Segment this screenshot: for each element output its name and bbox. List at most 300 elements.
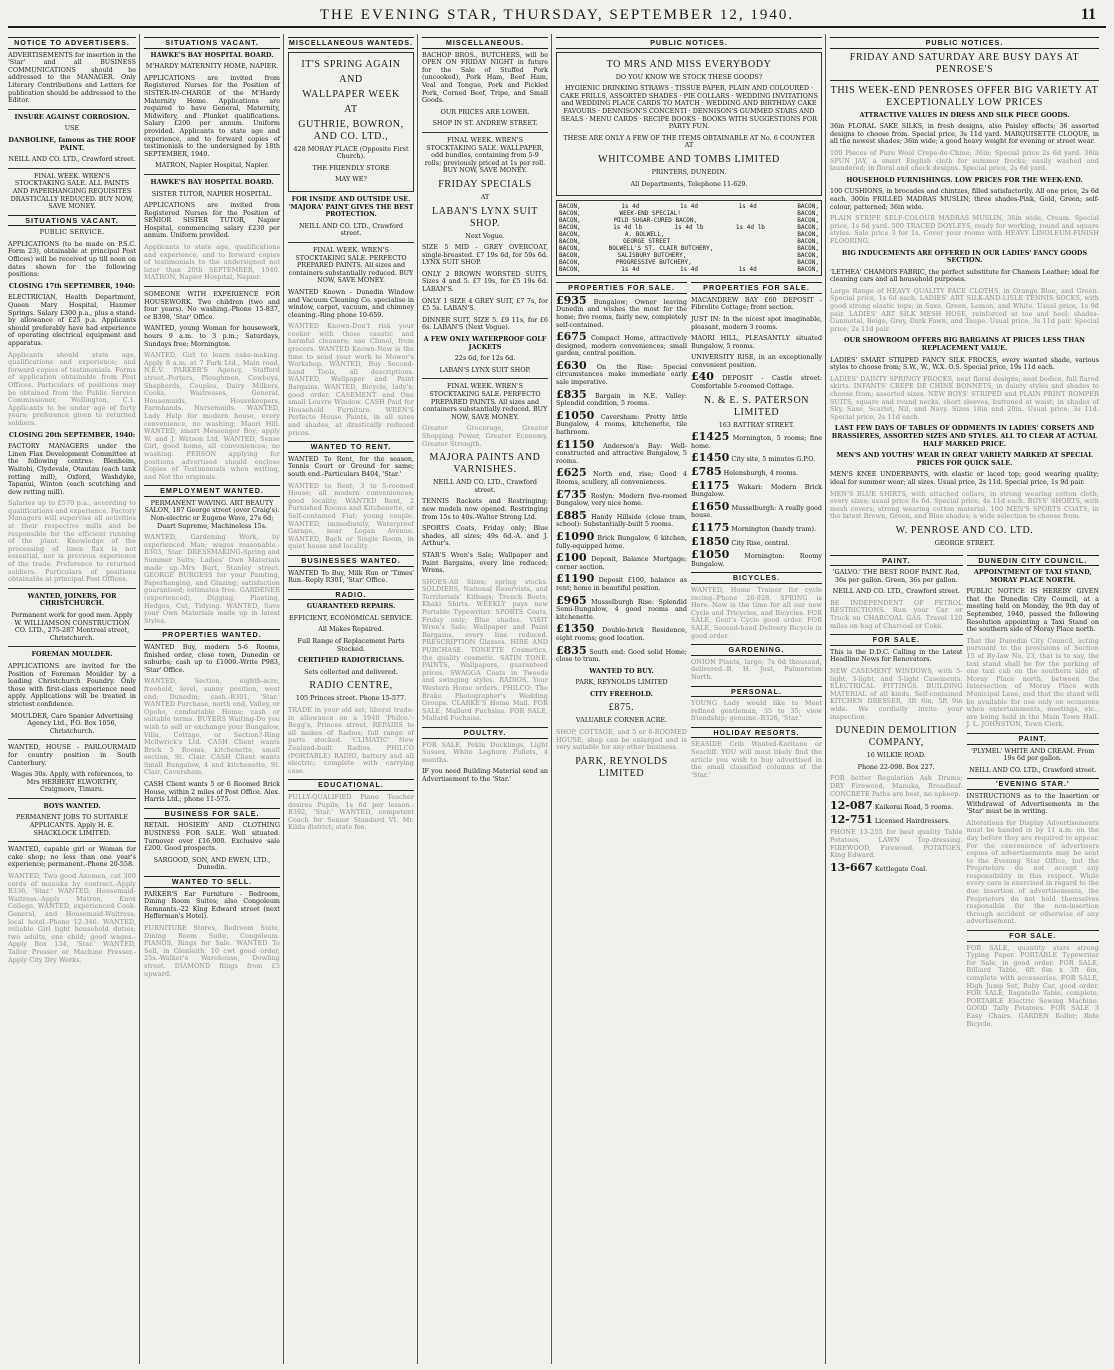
bacon-cell: BACON, — [797, 231, 819, 239]
filler-text: WANTED, Gardening Work, by experienced Man; wages reasonable.-B303, 'Star.' DRESSMAKING-Spring and Summer Suits; Ladies' Own Materials made up.-Mrs Burt, Stanley street. GEORGE BURGESS for your Painting, Paperhanging, and Glazing; satisfaction guaranteed; estimates free. GARDENER (experienced), Digging, Planting, Hedges, Cut, Tidying. WANTED, Save your Own Materials made up in latest Styles. — [144, 533, 280, 625]
filler-text: WANTED, Section, eighth-acre, freehold, level, sunny position, west end; Dunedin; cash.-B301, 'Star.' WANTED Purchase, north end, Valley, or Opoho, comfortable Home; cash or suitable terms. BUYERS Waiting-Do you wish to sell or exchange your Bungalow, Villa, Cottage, or Section?-Ring Mcllwrick's Ltd. CASH Client wants Brick 5 Rooms, kitchenette, small section, St. Clair. CASH Client wants Small Bungalow, 4 and kitchenette, St. Clair, Caversham. — [144, 677, 280, 777]
bacon-cell: 1s 4d lb — [735, 224, 765, 232]
next-door: Next Vogue. — [465, 231, 505, 240]
penrose-banner: FRIDAY AND SATURDAY ARE BUSY DAYS AT PENROSE'S — [849, 51, 1080, 75]
bacon-row — [559, 245, 819, 252]
just-in-ad: JUST IN: In the nicest spot imaginable, pleasant, modern 3 rooms. — [691, 314, 822, 331]
column-1 — [8, 34, 140, 1364]
p675-ad — [556, 330, 687, 358]
penrose-weekend: THIS WEEK-END PENROSES OFFER BIG VARIETY AT EXCEPTIONALLY LOW PRICES — [830, 84, 1099, 108]
properties-split — [556, 279, 822, 783]
retail-ad: RETAIL HOSIERY AND CLOTHING BUSINESS FOR SALE. Well situated. Turnover over £16,000. Exclusive sale £200. Good prospects. — [144, 821, 280, 853]
bacon-row — [559, 203, 819, 210]
majora-heading: MAJORA PAINTS AND VARNISHES. — [429, 452, 541, 476]
bacon-row — [559, 224, 819, 231]
p12751-ad — [830, 812, 963, 826]
p1190-ad — [556, 572, 687, 592]
p885-ad — [556, 508, 687, 529]
p835-ad — [556, 387, 687, 408]
shop-line: SHOP IN ST. ANDREW STREET. — [432, 119, 538, 128]
penrose-address: GEORGE STREET. — [934, 538, 995, 547]
bacon-row — [559, 210, 819, 217]
divider — [8, 798, 136, 799]
desc: North end, rise; Good 4 Rooms, scullery, all conveniences. — [556, 470, 687, 486]
bacon-cell: 1s 4d — [738, 266, 757, 274]
desc: City site, 5 minutes G.P.O. — [731, 455, 816, 464]
penrose-name: W. PENROSE AND CO. LTD. — [895, 524, 1034, 536]
galvo-ad: 'GALVO.' THE BEST ROOF PAINT. Red, 36s per gallon. Green, 36s per gallon. — [832, 568, 960, 584]
desc: Mornington: Roomy Bungalow. — [691, 552, 822, 568]
mens-body: MEN'S KNEE UNDERPANTS, with elastic or laced top; good wearing quality; ideal for summer wear; all sizes. Usual price, 2s 11d. Special price, 1s 9d pair. — [830, 470, 1099, 486]
radio-line-2: EFFICIENT, ECONOMICAL SERVICE. — [289, 613, 413, 622]
wanted-to-buy: WANTED TO BUY. — [589, 666, 654, 675]
radio-line-4: Full Range of Replacement Parts Stocked. — [297, 637, 405, 653]
desc: Kettlegate Coal. — [874, 864, 928, 873]
filler-text: FULLY-QUALIFIED Piano Teacher desires Pupils; 1s 6d per lesson.-B392, 'Star.' WANTED, competent Coach for Senior Standard VI. Mr. Kilda district; state fee. — [288, 792, 414, 832]
price: £630 — [556, 358, 587, 372]
price: £1175 — [691, 521, 730, 534]
filler-text: WANTED, Girl to learn cake-making. Apply 8 a.m. at 7 Park Ltd., Main road, N.E.V. PARKER'S Agency, Stafford street.-Porters, Ploughmen, Cowboys, Shepherds, Couples, Dairy Milkers, Cooks, Waitresses, General, Housemaids, Housekeepers, Farmhands, Nursemaids. WANTED, Lady Help for modern house, every convenience, no washing; Maori Hill. WANTED, smart Messenger Boy; apply W. and J. Watson Ltd. WANTED, Sense Girl, good home, all conveniences; no washing. PERSON applying for positions advertised should enclose Copies of Testimonials when writing, and Not the originals. — [144, 351, 280, 481]
labans-heading: LABAN'S LYNX SUIT SHOP. — [431, 205, 538, 229]
filler-text: SHOP, COTTAGE, and 5 or 6-ROOMED HOUSE; shop can be enlarged and is very suitable for any other business. — [556, 728, 687, 752]
misc-heading: MISCELLANEOUS. — [422, 37, 548, 49]
radio-line-8: 105 Princes street. Phone 15-577. — [295, 694, 407, 703]
wanted-rent-heading: WANTED TO RENT. — [288, 441, 414, 453]
price: £1425 — [691, 430, 730, 444]
whitcombe-obtainable: THESE ARE ONLY A FEW OF THE ITEMS OBTAINABLE AT No. 6 COUNTER AT — [563, 133, 815, 150]
showroom-heading: OUR SHOWROOM OFFERS BIG BARGAINS AT PRICES LESS THAN REPLACEMENT VALUE. — [843, 336, 1086, 353]
divider — [830, 80, 1099, 81]
desc: Musselburgh: A really good house. — [691, 503, 822, 520]
business-sale-heading: BUSINESS FOR SALE. — [144, 808, 280, 820]
bacon-cell: 1s 4d lb — [613, 224, 643, 232]
col6-left — [830, 552, 963, 1033]
filler-text: That the Dunedin City Council, acting pursuant to the provisions of Section 15 of By-law No. 23, that is to say, the taxi stand shall be for the parking of one taxi cab on the southern side of Moray Place north, between the Intersection of Moray Place with Municipal Lane, and that the stand will be available for use only on occasions when entertainments, meetings, etc., are being held in the Main Town Hall. J. L. JOHNSTON, Town Clerk. — [966, 636, 1099, 729]
col6-split — [830, 552, 1099, 1033]
masthead — [8, 4, 1106, 28]
boys-body: PERMANENT JOBS TO SUITABLE APPLICANTS. Apply H. E. SHACKLOCK LIMITED. — [16, 813, 128, 837]
desc: Bungalow; Owner leaving Dunedin and wishes the most for the home; five rooms, fairly new, completely self-contained. — [556, 297, 687, 329]
p875-price: £875. — [608, 702, 635, 714]
bacon-cell: BACON, — [797, 238, 819, 246]
desc: Helensburgh, 4 rooms. — [723, 469, 798, 478]
p1350-ad — [556, 622, 687, 642]
filler-text: PHONE 13-255 for best quality Table Potatoes. LAWN Top-dressing. FIREWOOD, Firewood. POTATOES, King Edward. — [830, 828, 963, 860]
spring-line-2: AND — [339, 73, 363, 85]
dcc-for-sale: This is the D.D.C. Calling in the Latest Headline News for Renovators. — [830, 647, 963, 664]
hawkes-bay-sub: M'HARDY MATERNITY HOME, NAPIER. — [145, 62, 279, 71]
neill-address: NEILL AND CO. LTD., Crawford street. — [8, 155, 136, 164]
price: £1150 — [556, 437, 595, 451]
price: £785 — [691, 465, 722, 479]
divider — [8, 841, 136, 842]
filler-text: Applicants should state age, qualifications and experience; and forward copies of testimonials. Forms of application obtainable from Post Offices. Particulars of positions may be obtained from the Public Service Commissioner, Wellington, C.1. Applicants to be under age of forty years; preference given to returned soldiers. — [8, 350, 136, 427]
spring-line-1: IT'S SPRING AGAIN — [301, 58, 401, 70]
page-number: 11 — [1080, 6, 1096, 23]
desc: Deposit, Balance Mortgage; corner section. — [556, 555, 687, 571]
hawkes-bay-heading-2: HAWKE'S BAY HOSPITAL BOARD. — [150, 177, 274, 186]
bacon-row — [559, 259, 819, 266]
whitcombe-question: DO YOU KNOW WE STOCK THESE GOODS? — [615, 72, 763, 81]
golf-ad: A FEW ONLY WATERPROOF GOLF JACKETS — [423, 335, 547, 351]
price: £835 — [556, 387, 587, 401]
bargains-heading: BIG INDUCEMENTS ARE OFFERED IN OUR LADIES' FANCY GOODS SECTION. — [841, 248, 1088, 265]
dress-body: 36in FLORAL SAKE SILKS, in fresh designs, also Paisley effects; 36 assorted designs to choose from. Special price, 3s 11d yard. MARQUISETTE CLOQUE, in all the newest shades; 36in wide; a good heavy weight for evening or street wear. — [830, 122, 1099, 146]
price: £1450 — [691, 451, 730, 465]
wanted-young-ad: WANTED, young Woman for housework, hours 9 a.m. to 3 p.m.; Saturdays, Sundays free; Mornington. — [144, 324, 280, 348]
price: £675 — [556, 330, 587, 344]
filler-text: SEASIDE Crib Wanted-Karitane or Seacliff. YOU will most likely find the article you wish to buy advertised in the small classified columns of the 'Star.' — [691, 740, 822, 779]
last-few-heading: LAST FEW DAYS OF TABLES OF ODDMENTS IN LADIES' CORSETS AND BRASSIERES, ASSORTED SIZES AND STYLES. ALL TO CLEAR AT ACTUAL HALF MARKED PRICE. — [831, 424, 1098, 448]
radio-line-6: Sets collected and delivered. — [304, 667, 398, 676]
column-6 — [830, 34, 1102, 1364]
wrens-ad: FINAL WEEK. WREN'S STOCKTAKING SALE. PERFECTO PREPARED PAINTS. All sizes and containers substantially reduced. BUY NOW, SAVE MONEY. — [288, 245, 414, 285]
bacon-row — [559, 238, 819, 245]
parkers-ad: PARKER'S Ear Furniture - Bedroom, Dining Room Suites; also Congoleum Remnants.-22 King Edward street (next Hefferman's Hotel). — [144, 889, 280, 921]
bacon-cell: GEORGE STREET — [623, 238, 671, 246]
bacon-cell: BACON, — [559, 259, 581, 267]
tennis-ad: TENNIS Rackets and Restringing; new models now opened. Restringing from 15s to 40s.-Walter Strong Ltd. — [422, 497, 548, 521]
friday-specials: FRIDAY SPECIALS — [438, 178, 532, 190]
col6-right — [967, 552, 1100, 1033]
bacon-cell: 1s 4d — [679, 266, 699, 274]
bacon-cell: 1s 4d — [621, 266, 640, 274]
spring-line-8: MAY WE? — [335, 175, 367, 184]
properties-right — [691, 279, 822, 783]
only2-ad: ONLY 2 BROWN WORSTED SUITS, Sizes 4 and 5. £7 19s, for £5 19s 6d. LABAN'S. — [422, 269, 548, 294]
employment-heading: EMPLOYMENT WANTED. — [144, 485, 280, 497]
businesses-wanted-ad: WANTED To Buy, Milk Run or 'Times' Run.-Reply R301, 'Star' Office. — [288, 568, 414, 585]
masthead-title: THE EVENING STAR, THURSDAY, SEPTEMBER 12, 1940. — [319, 6, 795, 23]
desc: Mornington (handy tram). — [731, 525, 816, 533]
bacon-cell: PROGRESSIVE BUTCHERY, — [615, 259, 692, 267]
price: £965 — [556, 593, 587, 607]
bacon-cell: 1s 4d lb — [674, 224, 704, 232]
p1175-ad — [691, 478, 822, 499]
paterson-name: N. & E. S. PATERSON LIMITED — [703, 394, 810, 418]
maori-hill-ad: MAORI HILL, PLEASANTLY situated Bungalow, 5 rooms. — [691, 334, 822, 350]
bacon-cell: SALISBURY BUTCHERY, — [617, 252, 687, 260]
window-cleaning-ad: WANTED Known - Dunedin Window and Vacuum Cleaning Co. specialise in window, carpet, vacuum, and chimney cleaning.-Ring phone 10-659. — [288, 287, 414, 319]
price: £835 — [556, 643, 587, 657]
whitcombe-ad — [556, 52, 822, 197]
price: £935 — [556, 293, 587, 307]
filler-text: WANTED to Rent, 3 to 5-roomed House; all modern conveniences; good locality. WANTED Rent, 2 Furnished Rooms and Kitchenette, or Self-contained Flat; young couple. WANTED, immediately, Waterproof Garage, near Logan Avenue. WANTED, Bach or Single Room, in quiet house and locality. — [288, 481, 414, 551]
filler-text: 100 Pieces of Pure Wool Crepe-de-Chine; 36in; Special price 2s 6d yard. 36in SPUN JAY, a smart English cloth for summer frocks; easily washed and laundered; in floral and check designs. Special price, 2s 6d yard. — [830, 148, 1099, 173]
public-service-heading: PUBLIC SERVICE. — [39, 228, 105, 237]
price: £735 — [556, 487, 587, 501]
desc: Deposit £100, balance as rent; home in beautiful position. — [556, 576, 687, 592]
desc: Caversham: Pretty little Bungalow, 4 rooms, kitchenette, tile bathroom. — [556, 412, 687, 437]
at-label: AT — [480, 192, 490, 201]
wanted-sell-heading: WANTED TO SELL. — [144, 876, 280, 888]
bacon-cell: BACON, — [797, 217, 819, 225]
instructions-ad: INSTRUCTIONS as to the Insertion or Withdrawal of Advertisements in the 'Star' must be in writing. — [966, 791, 1099, 816]
p875-desc: VALUABLE CORNER ACRE. — [575, 716, 668, 725]
filler-text: Large Range of HEAVY QUALITY FACE CLOTHS, in Orange Blue, and Green. Special price, 1s 6d each. LADIES' ART SILK-AND-LISLE TENNIS SOCKS, with good strong elastic tops; in Saxe, Green, Lemon, and White. Usual price, 1s 9d pair. LADIES' ART SILK MESH HOSE, reinforced at toe and heel; shades-Gunmetal, Beige, Grey, Dark Fawn, and Taupe. Usual price, 3s 11d pair. Special price, 2s 11d pair. — [830, 286, 1099, 333]
wanted-rent-ad: WANTED To Rent, for the season, Tennis Court or Ground for same; south end.-Particulars B404, 'Star.' — [288, 454, 414, 478]
desc: Bargain in N.E. Valley: Splendid condition, 5 rooms. — [556, 391, 687, 408]
evening-star-heading: 'EVENING STAR.' — [967, 778, 1100, 790]
factory-ad: FACTORY MANAGERS under the Linen Flax Development Committee at the following centres: Blenheim, Waitohi, Clydevale, Otautau (each tank retting mill), Oxford, Washdyke, Tapanui, Winton (each scutching and dew retting mill). — [8, 442, 136, 496]
props-sale-heading-2: PROPERTIES FOR SALE. — [691, 282, 822, 294]
demolition-address: 16 WILKIE ROAD. — [866, 751, 926, 760]
foreman-heading: FOREMAN MOULDER. — [31, 650, 113, 659]
wren-friday-ad: FINAL WEEK. WREN'S STOCKTAKING SALE. WALLPAPER, odd bundles, containing from 5-9 rolls; previously priced at 1s per roll. BUY NOW, SAVE MONEY. — [424, 135, 546, 175]
price: 13-667 — [830, 860, 873, 874]
p1175b-ad — [691, 521, 822, 534]
joiners-body: Permanent work for good men. Apply W. WILLIAMSON CONSTRUCTION CO. LTD., 275-287 Montreal street, Christchurch. — [11, 611, 133, 642]
filler-text: LADIES' DAINTY SPRINGY FROCKS, neat floral designs; neat bodice, full flared skirts. INFANTS' CREPE DE CHINE BONNETS, in dainty styles and shades to choose from; assorted sizes. NEW BOYS' STRIPED and PLAIN PRINT ROMPER SUITS, square and round necks, short sleeves, buttoned at waist; in shades of Sky, Saxe, Scarlet, Nil, and Navy. Sizes 18in and 20in. Usual price, 3s 11d. Special price, 2s 11d each. — [830, 374, 1099, 421]
price: £1190 — [556, 572, 595, 586]
moulder-address: MOULDER, Care Spanier Advertising Agency Ltd., P.O. Box 1056, Christchurch. — [10, 711, 134, 735]
divider — [8, 588, 136, 589]
bacon-cell: MILD SUGAR-CURED BACON, — [614, 217, 698, 225]
hawkes-bay-sub-2: SISTER TUTOR, NAPIER HOSPITAL. — [151, 189, 273, 198]
bacon-cell: BACON, — [559, 203, 581, 211]
radio-line-3: All Makes Repaired. — [318, 625, 384, 634]
paterson-address: 163 RATTRAY STREET. — [718, 420, 795, 429]
insure-ad: INSURE AGAINST CORROSION. — [14, 112, 130, 121]
house-ad: WANTED, HOUSE - PARLOURMAID for country position in South Canterbury. — [8, 743, 136, 767]
personal-heading: PERSONAL. — [691, 686, 822, 698]
household-heading: HOUSEHOLD FURNISHINGS. LOW PRICES FOR THE WEEK-END. — [846, 175, 1083, 184]
radio-line-5: CERTIFIED RADIOTRICIANS. — [298, 656, 404, 665]
bargains-body: 'LETHEA' CHAMOIS FABRIC, the perfect substitute for Chamois Leather; ideal for cleaning cars and all household purposes. — [830, 267, 1099, 284]
price: £1350 — [556, 622, 595, 636]
filler-text: Salaries up to £570 p.a., according to qualifications and experience. Factory Managers will supervise all activities at their respective mills and be responsible for the efficient running of the plant. Knowledge of the processing of linen flax is not essential, nor is previous experience of the trade. Preference to returned soldiers. Particulars of positions obtainable at principal Post Offices. — [8, 499, 136, 584]
for-sale-heading: FOR SALE. — [830, 634, 963, 646]
bacon-ad — [556, 200, 822, 276]
taxi-heading: APPOINTMENT OF TAXI STAND, MORAY PLACE NORTH. — [973, 568, 1092, 584]
bacon-cell: BACON, — [559, 245, 581, 253]
prices-line: OUR PRICES ARE LOWER. — [440, 107, 530, 116]
p13667-ad — [830, 860, 963, 874]
radio-centre: RADIO CENTRE, — [309, 680, 393, 692]
divider — [144, 286, 280, 287]
filler-text: NEW CASEMENT WINDOWS, with 5-light, 3-light, and 3-light Casements. ELECTRICAL FITTINGS. BUILDING MATERIAL of all kinds. Self-contained KITCHEN DRESSER, 3ft 6in, 5ft 9in wide. We cordially invite your inspection. — [830, 667, 963, 721]
price: £1050 — [691, 548, 730, 562]
p1850-ad — [691, 534, 822, 548]
bacon-row — [559, 231, 819, 238]
p12087-ad — [830, 799, 963, 813]
price: £1850 — [691, 534, 730, 548]
stars-ad: STAR'S Wren's Sale; Wallpaper and Paint Bargains, every line reduced; Wrens. — [422, 550, 548, 575]
sports-ad: SPORTS Coats, Friday only; Blue shades, all sizes; 49s 6d.-A. and J. Arthur's. — [422, 524, 548, 548]
bacon-cell: 1s 4d — [738, 203, 757, 211]
bacon-cell: BACON, — [797, 266, 819, 274]
filler-text: SHOES-All Sizes; spring stocks. SOLDIERS, National Reservists, and Territorials' Kitbags; Trench Boots; Khaki Shirts. WEEKLY pays new Portable Typewriter. SPORTS Coats, Friday only; Blue shades. VISIT Wren's Sale; Wallpaper and Paint Bargains, every line reduced. PRESCRIPTION Glasses. HIRE AND PURCHASE. TONETTE Cosmetics, the quality cosmetic. SATIN TONE. PAINTS, Wallpapers, guaranteed prices. SWAGGA Coats in Tweeds and swinging styles. RADIOS, Your Western Home orders. PHILCO: The Brake Photographer's Wedding Groups. CLARKE'S Home Mail. FOR SALE, Mallard Fuchsias. FOR SALE, Mallard Fuchsias. — [422, 577, 548, 723]
divider — [422, 132, 548, 133]
bacon-cell: BACON, — [559, 266, 581, 274]
hawkes-bay-heading: HAWKE'S BAY HOSPITAL BOARD. — [150, 50, 274, 59]
bacon-cell: BACON, — [797, 252, 819, 260]
p1650-ad — [691, 499, 822, 520]
filler-text: PLAIN STRIPE SELF-COLOUR MADRAS MUSLIN, 36in wide, Cream. Special price, 1s 6d yard. 500 TRACED DOYLEYS, ready for working, round and square styles. Sale price 3 for 1s. Cover your rooms with HEAVY LINOLEUM-FINISH FLOORING. — [830, 214, 1099, 245]
desc: Brick Bungalow, 6 kitchen, fully-equipped home. — [556, 533, 687, 550]
poultry-heading: POULTRY. — [422, 727, 548, 739]
properties-left — [556, 279, 687, 783]
bacon-cell: BACON, — [797, 224, 819, 232]
p965-ad — [556, 593, 687, 622]
bacon-cell: BACON, — [797, 259, 819, 267]
whitcombe-list: HYGIENIC DRINKING STRAWS · TISSUE PAPER, PLAIN AND COLOURED · CAKE FRILLS, ASSORTED SHADES · PIE COLLARS · WEDDING INVITATIONS and WEDDING PLACE CARDS TO MATCH · WEDDING AND BIRTHDAY CAKE FAVOURS · DENNISON'S CONCENTI · DENNISON'S GUMMED STARS AND SEALS · MENU CARDS · RECIPE BOOKS · BOOKS WITH SUGGESTIONS FOR PARTY FUN. — [560, 84, 818, 131]
paint-heading-2: PAINT. — [967, 733, 1100, 745]
filler-text: TRADE in your old set; liberal trade-in allowance on a 1940 'Philco.'-Begg's, Princes street. REPAIRS to all makes of Radios; full range of parts stocked. 'CLIMATIC' New Zealand-built Radios. PHILCO (PORTABLE) RADIO, battery and all electric; complete with carrying case. — [288, 706, 414, 775]
businesses-wanted-heading: BUSINESSES WANTED. — [288, 555, 414, 567]
wrens-final-ad: FINAL WEEK. WREN'S STOCKTAKING SALE. PERFECTO PREPARED PAINTS. All sizes and containers substantially reduced. BUY NOW, SAVE MONEY. — [422, 382, 548, 421]
golf-price: 22s 6d, for 12s 6d. — [454, 354, 516, 363]
bacon-cell: BACON, — [797, 245, 819, 253]
demolition-name: DUNEDIN DEMOLITION COMPANY, — [835, 725, 958, 749]
wanted-girl-ad: WANTED, capable girl or Woman for cake shop; no less than one year's experience; permanent.-Phone 20-558. — [8, 845, 136, 869]
majora-neill: NEILL AND CO. LTD., Crawford street. — [432, 478, 538, 494]
bacon-cell: 1s 4d — [679, 203, 699, 211]
column-3 — [288, 34, 418, 1364]
p1425-ad — [691, 430, 822, 450]
divider — [144, 174, 280, 175]
holiday-heading: HOLIDAY RESORTS. — [691, 727, 822, 739]
properties-wanted-heading: PROPERTIES WANTED. — [144, 629, 280, 641]
desc: Handy Hillside (close tram, school): Substantially-built 5 rooms. — [556, 512, 687, 529]
bacon-cell: BACON, — [797, 203, 819, 211]
spring-line-6: 428 MORAY PLACE (Opposite First Church). — [293, 144, 409, 161]
sargood-ad: SARGOOD, SON, AND EWEN, LTD., Dunedin. — [153, 855, 271, 872]
filler-text: FURNITURE Stores, Bedroom Suite, Dining Room Suite, Congoleum. PIANOS, Rings for Sale. WANTED To Sell, in Glenleith, 10 cwt good order, 25s.-Walker's Warehouse, Dowling street. DIAMOND Rings from £5 upward. — [144, 923, 280, 978]
university-ad: UNIVERSITY RISE, in an exceptionally convenient position. — [691, 353, 822, 369]
final-week-ad: FINAL WEEK. WREN'S STOCKTAKING SALE. ALL PAINTS AND PAPERHANGING REQUISITES DRASTICALLY REDUCED. BUY NOW, SAVE MONEY. — [10, 171, 134, 211]
plymel-neill: NEILL AND CO. LTD., Crawford street. — [969, 765, 1097, 774]
p835b-ad — [556, 643, 687, 664]
divider — [288, 242, 414, 243]
price: £885 — [556, 508, 587, 522]
divider — [422, 378, 548, 379]
spring-line-7: THE FRIENDLY STORE — [312, 163, 390, 172]
bacon-cell: BOLWELL'S ST. CLAIR BUTCHERY, — [608, 245, 714, 253]
notice-body: ADVERTISEMENTS for insertion in the 'Star' and all BUSINESS COMMUNICATIONS should be addressed to the MANAGER. Only Literary Contributions and Letters for publication should be addressed to the Editor. — [8, 50, 136, 105]
desc: City Rise, central. — [731, 538, 790, 547]
galvo-neill: NEILL AND CO. LTD., Crawford street. — [832, 587, 960, 596]
public-notices-heading: PUBLIC NOTICES. — [556, 37, 822, 49]
price: 12-087 — [830, 799, 873, 813]
only1-ad: ONLY 1 SIZE 4 GREY SUIT, £7 7s, for £5 5s. LABAN'S. — [422, 296, 548, 313]
bacon-cell: BACON, — [559, 252, 581, 260]
price: £1050 — [556, 408, 595, 422]
filler-text: FOR better Regulation Ash Drums; DRY Firewood, Manuka, Broadleaf. CONCRETE Paths are best, no upkeep. — [830, 774, 963, 798]
foreman-body: APPLICATIONS are invited for the Position of Foreman Moulder by a leading Christchurch Foundry. Only those with first-class experience need apply. Applications will be treated in strictest confidence. — [8, 661, 136, 708]
joiners-ad: WANTED, JOINERS, FOR CHRISTCHURCH. — [27, 591, 117, 608]
price: £1650 — [691, 499, 730, 513]
use-label: USE — [64, 124, 80, 133]
divider — [8, 739, 136, 740]
whitcombe-printers: PRINTERS, DUNEDIN. — [651, 167, 727, 176]
bacon-cell: BACON, — [559, 231, 581, 239]
props-sale-heading: PROPERTIES FOR SALE. — [556, 282, 687, 294]
demolition-phone: Phone 22-098. Box 227. — [857, 762, 935, 771]
desc: DEPOSIT - Castle street: Comfortable 5-roomed Cottage. — [691, 374, 822, 391]
desc: Anderson's Bay: Well-constructed and attractive Bungalow, 5 rooms. — [556, 441, 687, 465]
desc: Roslyn: Modern five-roomed Bungalow, very nice home. — [556, 491, 687, 508]
mens-heading: MEN'S AND YOUTHS' WEAR IN GREAT VARIETY MARKED AT SPECIAL PRICES FOR QUICK SALE. — [836, 451, 1093, 467]
bacon-cell: A. BOLWELL, — [624, 231, 665, 239]
macandrew-ad: MACANDREW BAY £60 DEPOSIT - Fibrolite Cottage; front section. — [691, 295, 822, 312]
column-4 — [422, 34, 552, 1364]
misc-wanted-heading: MISCELLANEOUS WANTEDS. — [288, 38, 414, 47]
dinner-ad: DINNER SUIT, SIZE 5. £9 11s, for £6 6s. LABAN'S (Next Vogue). — [422, 315, 548, 332]
filler-text: Greater Grocerage, Greater Shopping Power, Greater Economy, Greater Strength. — [422, 424, 548, 448]
filler-text: FOR SALE, Pekin Ducklings, Light Sussex, White Leghorn Pullets, 4 months. — [422, 740, 548, 764]
whitcombe-headline: TO MRS AND MISS EVERYBODY — [606, 58, 772, 70]
p1450-ad — [691, 451, 822, 465]
desc: On the Rise: Special circumstances make immediate early sale imperative. — [556, 362, 687, 387]
dress-heading: ATTRACTIVE VALUES IN DRESS AND SILK PIECE GOODS. — [859, 110, 1070, 119]
price: £100 — [556, 551, 587, 565]
desc: Mornington, 5 rooms; fine home. — [691, 434, 822, 450]
p935-ad — [556, 293, 687, 329]
educational-heading: EDUCATIONAL. — [288, 779, 414, 791]
filler-text: WANTED Known-Don't risk your cooker with those caustic and harmful cleaners; use Climol, from grocers. WANTED Known-Now is the time to send your work to Mower's Workshop. WANTED, Buy Second-hand Tools, all descriptions. WANTED, Wallpaper and Paint Bargains. WANTED, Bicycle, lady's; good order. CASEMENT and One small Louvre Window. CASH Paid for Household Furniture. WREN'S Perfecto House Paints, in all sizes and shades, at drastically reduced prices. — [288, 322, 414, 437]
plymel-ad: 'PLYMEL' WHITE AND CREAM. From 19s 6d per gallon. — [971, 746, 1095, 763]
filler-text: FOR SALE, quantity stars strong Typing Paper. PORTABLE Typewriter for Sale, in good order. FOR SALE, Billiard Table, 6ft 6in x 3ft 6in, complete with accessories. FOR SALE, High Jump Set, Baby Car, good order. FOR SALE, Bagatelle Table, complete. PORTABLE Electric Sewing Machine. GOOD Tally Potatoes. FOR SALE 3 Easy Chairs. GARDEN Roller; Ride Bicycle. — [966, 943, 1099, 1028]
dcc-heading: DUNEDIN CITY COUNCIL. — [967, 555, 1100, 567]
showroom-body: LADIES' SMART STRIPED FANCY SILK FROCKS, every wanted shade, various styles to choose from; S.W., W., W.X. O.S. Special price, 19s 11d each. — [830, 355, 1099, 372]
neill-address: NEILL AND CO. LTD., Crawford street. — [298, 221, 404, 238]
radio-line-1: GUARANTEED REPAIRS. — [306, 602, 396, 611]
price: £1175 — [691, 478, 730, 492]
filler-text: WANTED, Two good Axemen, cut 300 cords of manuka by contract.-Apply B336, 'Star.' WANTED, Housemaid-Waitress.-Apply Matron, Knox College. WANTED, experienced Cook-General, and Housemaid-Waitress; local hotel.-Phone 12-346. WANTED, reliable Girl light household duties; two adults, one child; good wages.-Apply Box 134, 'Star.' WANTED, Tailor Presser or Machine Presser.-Apply City Dry Works. — [8, 872, 136, 964]
matron-signature: MATRON, Napier Hospital, Napier. — [155, 161, 269, 170]
divider — [8, 168, 136, 169]
desc: Kaikorai Road, 5 rooms. — [874, 803, 954, 812]
bacon-cell: BACON, — [559, 210, 581, 218]
situations-heading: SITUATIONS VACANT. — [8, 215, 136, 227]
column-2 — [144, 34, 284, 1364]
newspaper-columns — [8, 34, 1106, 1364]
closing-date-1: CLOSING 17th SEPTEMBER, 1940: — [8, 281, 136, 290]
park-reynolds-1: PARK, REYNOLDS LIMITED — [575, 678, 668, 687]
closing-date-2: CLOSING 20th SEPTEMBER, 1940: — [8, 430, 136, 439]
p630-ad — [556, 358, 687, 387]
desc: Compact Home, attractively designed, modern conveniences; small garden, central position. — [556, 334, 687, 358]
price: 12-751 — [830, 812, 873, 826]
spring-ad — [288, 52, 414, 192]
spring-line-3: WALLPAPER WEEK — [302, 88, 400, 100]
for-sale2-heading: FOR SALE. — [967, 930, 1100, 942]
danboline-ad: DANBOLINE, famous as THE ROOF PAINT. — [8, 135, 136, 152]
filler-text: Applicants to state age, qualifications and experience, and to forward copies of testimonials to the undersigned not later than 20th SEPTEMBER, 1940. MATRON, Napier Hospital, Napier. — [144, 243, 280, 282]
price: £625 — [556, 466, 587, 480]
properties-wanted-ad: WANTED Buy, modern 5-6 Rooms, finished order, close town, Dunedin or suburbs; cash up to £1000.-Write P983, 'Star' Office. — [144, 642, 280, 674]
bicycles-heading: BICYCLES. — [691, 572, 822, 584]
p100-ad — [556, 551, 687, 571]
desc: Musselburgh Rise: Splendid Semi-Bungalow, 4 good rooms and kitchenette. — [556, 597, 687, 621]
park-reynolds-2: PARK, REYNOLDS LIMITED — [575, 755, 668, 779]
filler-text: ONION Plants, large; 7s 6d thousand, delivered.-B. H. Just, Palmerston North. — [691, 657, 822, 681]
p1050-ad — [556, 408, 687, 437]
bacon-row — [559, 252, 819, 259]
bacon-cell: BACON, — [559, 238, 581, 246]
bacon-row — [559, 217, 819, 224]
desc: South end: Good solid Home; close to tram. — [556, 647, 687, 664]
bacon-cell: BACON, — [559, 217, 581, 225]
bacon-cell: WEEK-END SPECIAL! — [619, 210, 681, 218]
filler-text: WANTED, Home Trainer for cycle racing.-Phone 20-928. SPRING is Here.-Now is the time for all our new Cycle and Tricycles, and Bicycles. FOR SALE, Gent's Cycle good order. FOR SALE, Second-hand Delivery Bicycle in good order. — [691, 585, 822, 640]
bachop-ad: BACHOP BROS., BUTCHERS, will be OPEN ON FRIDAY NIGHT in future for the Sale of Stuffed Pork (uncooked), Pork Ham, Beef Ham, Veal and Tongue, Pork and Pickled Pork, Corned Beef, Tripe, and Small Goods. — [422, 50, 548, 105]
p625-ad — [556, 466, 687, 486]
filler-text: MEN'S BLUE SHIRTS, with attached collars, in strong wearing cotton cloth; every sizes; usual price 6s 6d. Special price, 4s 11d each. BOYS' SHORTS, with mesh covers; strong wearing cotton material. 100 MEN'S SPORTS COATS, in the latest Brown, Green, and Blue shades; a wide selection to choose from. — [830, 489, 1099, 521]
spring-line-4: AT — [344, 103, 358, 115]
desc: Licensed Hairdressers. — [874, 816, 950, 825]
